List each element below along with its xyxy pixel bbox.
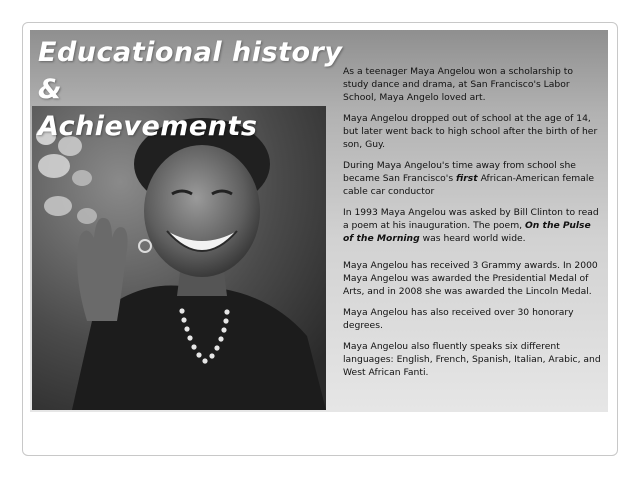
paragraph-inauguration	[343, 206, 601, 245]
paragraph-languages: Maya Angelou also fluently speaks six different languages: English, French, Spanish, Italian, Arabic, and West African Fanti.	[343, 341, 601, 378]
paragraph-awards: Maya Angelou has received 3 Grammy awards. In 2000 Maya Angelou was awarded the Presidential Medal of Arts, and in 2008 she was awarded the Lincoln Medal.	[343, 260, 598, 297]
paragraph-scholarship: As a teenager Maya Angelou won a scholarship to study dance and drama, at San Francisco's Labor School, Maya Angelo loved art.	[343, 66, 573, 103]
portrait-photo	[32, 106, 326, 410]
paragraph-cable-car	[343, 159, 601, 198]
paragraph-honorary-degrees: Maya Angelou has also received over 30 honorary degrees.	[343, 307, 574, 331]
first-emphasis: first	[456, 173, 478, 184]
title-line-2: Achievements	[38, 111, 258, 142]
cable-car-text-end: African-American female cable car conductor	[343, 173, 595, 197]
inauguration-text-start: In 1993 Maya Angelou was asked by Bill Clinton to read a poem at his inauguration. The poem,	[343, 207, 599, 231]
inauguration-text-end: was heard world wide.	[419, 233, 526, 244]
title-line-1: Educational history &	[38, 37, 343, 105]
body-text-column	[343, 65, 601, 387]
cable-car-text-start: During Maya Angelou's time away from school she became San Francisco's	[343, 160, 576, 184]
paragraph-dropped-out: Maya Angelou dropped out of school at the age of 14, but later went back to high school after the birth of her son, Guy.	[343, 113, 598, 150]
poem-title: On the Pulse of the Morning	[343, 220, 591, 244]
slide-title	[38, 34, 368, 145]
